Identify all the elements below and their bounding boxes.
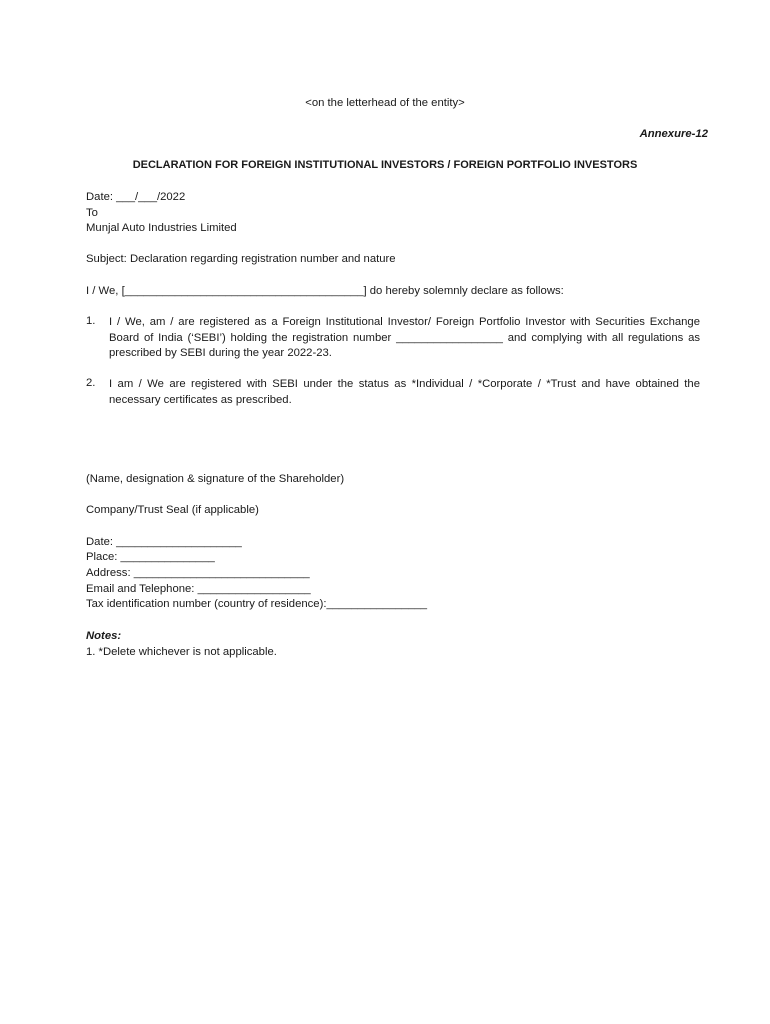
subject-line: Subject: Declaration regarding registration number and nature xyxy=(86,253,396,265)
date-line: Date: ___/___/2022 xyxy=(86,191,186,203)
company-name: Munjal Auto Industries Limited xyxy=(86,222,237,234)
field-email-telephone: Email and Telephone: __________________ xyxy=(86,583,311,595)
document-title: DECLARATION FOR FOREIGN INSTITUTIONAL INVESTORS / FOREIGN PORTFOLIO INVESTORS xyxy=(132,159,638,171)
field-place: Place: _______________ xyxy=(86,551,215,563)
note-item: 1. *Delete whichever is not applicable. xyxy=(86,646,277,658)
declarant-line: I / We, [______________________________________] do hereby solemnly declare as follows: xyxy=(86,285,564,297)
notes-heading: Notes: xyxy=(86,630,122,642)
field-tax-id: Tax identification number (country of residence):________________ xyxy=(86,598,428,610)
item-number: 1. xyxy=(86,315,96,327)
item-text: I / We, am / are registered as a Foreign Institutional Investor/ Foreign Portfolio Investor with Securities Exchange Board of India (‘SEBI’) holding the registration number _________________ and complying with all regulations as prescribed by SEBI during the year 2022-23. xyxy=(109,316,700,359)
annexure-label: Annexure-12 xyxy=(639,128,708,140)
item-text: I am / We are registered with SEBI under the status as *Individual / *Corporate / *Trust and have obtained the necessary certificates as prescribed. xyxy=(109,378,700,406)
to-line: To xyxy=(86,207,98,219)
signature-line: (Name, designation & signature of the Shareholder) xyxy=(86,473,345,485)
field-address: Address: ____________________________ xyxy=(86,567,310,579)
item-number: 2. xyxy=(86,377,96,389)
field-date: Date: ____________________ xyxy=(86,536,242,548)
seal-line: Company/Trust Seal (if applicable) xyxy=(86,504,259,516)
letterhead-note: <on the letterhead of the entity> xyxy=(305,97,465,109)
